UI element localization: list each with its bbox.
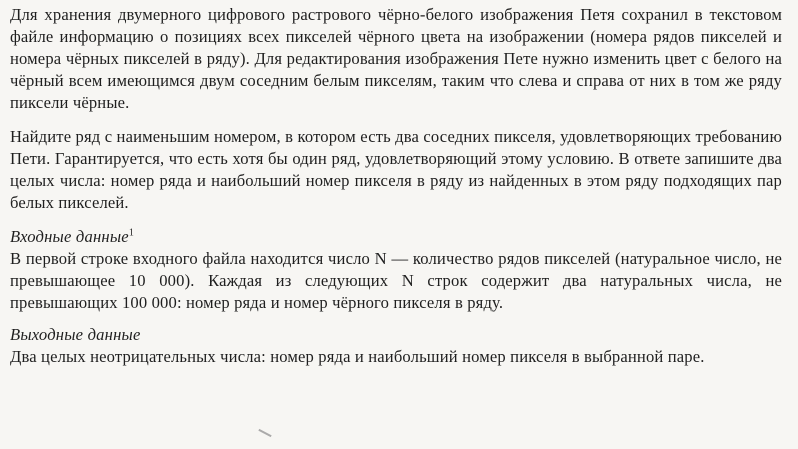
task-paragraph: Найдите ряд с наименьшим номером, в котором есть два соседних пикселя, удовлетворяющих требованию Пети. Гарантируется, что есть хотя бы один ряд, удовлетворяющий этому условию. В ответе запишите два целых числа: номер ряда и наибольший номер пикселя в ряду из найденных в этом ряду подходящих пар белых пикселей. [10,127,782,212]
output-heading: Выходные данные [10,325,141,344]
input-description: В первой строке входного файла находится число N — количество рядов пикселей (натуральное число, не превышающее 10 000). Каждая из следующих N строк содержит два натуральных числа, не превышающих 100 000: номер ряда и номер чёрного пикселя в ряду. [10,249,782,312]
input-heading [10,226,782,248]
intro-paragraph: Для хранения двумерного цифрового растрового чёрно-белого изображения Петя сохранил в текстовом файле информацию о позициях всех пикселей чёрного цвета на изображении (номера рядов пикселей и номера чёрных пикселей в ряду). Для редактирования изображения Пете нужно изменить цвет с белого на чёрный всем имеющимся двум соседним белым пикселям, таким что слева и справа от них в том же ряду пиксели чёрные. [10,5,782,112]
input-heading-text: Входные данные [10,227,129,246]
output-description: Два целых неотрицательных числа: номер ряда и наибольший номер пикселя в выбранной паре. [10,347,705,366]
footnote-marker: 1 [128,227,135,239]
